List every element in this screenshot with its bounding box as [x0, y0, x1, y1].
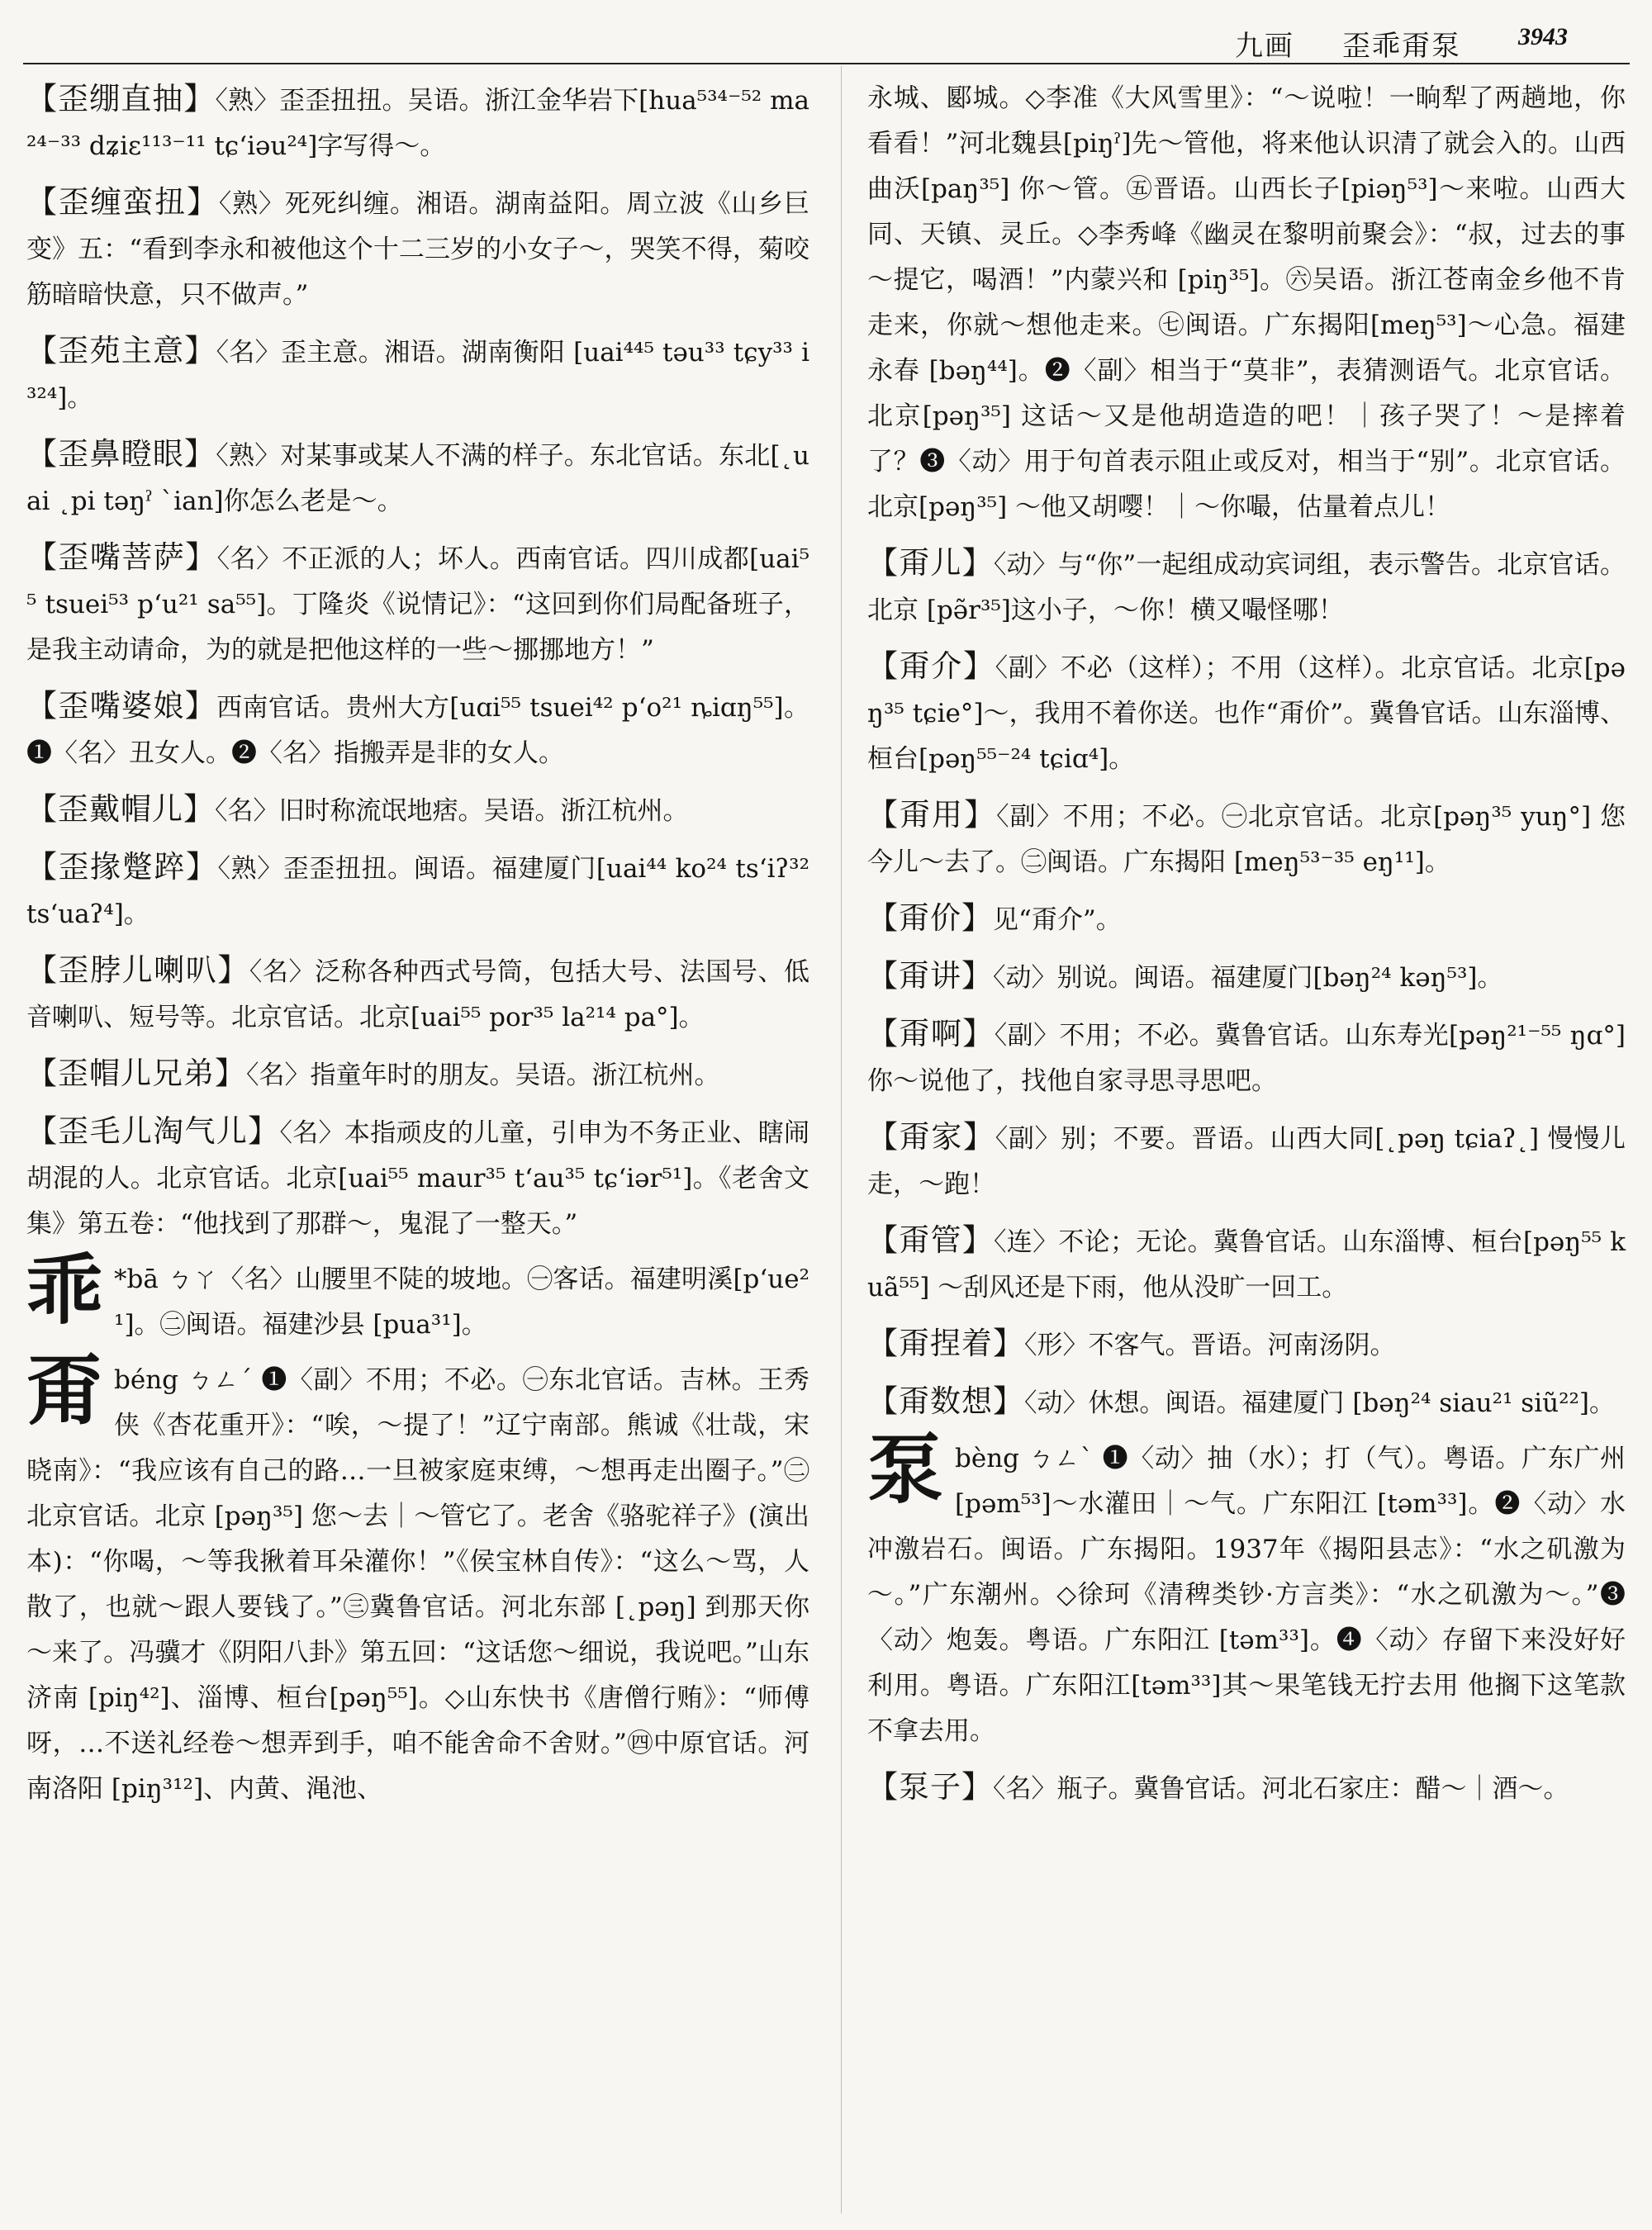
definition: 〈副〉不必（这样）；不用（这样）。北京官话。北京[pəŋ³⁵ tɕie°]～，我用不着你送。也作“甭价”。冀鲁官话。山东淄博、桓台[pəŋ⁵⁵⁻²⁴ tɕiɑ⁴]。	[867, 653, 1626, 774]
headword: 【歪掾蹩踤】	[26, 849, 218, 885]
head-character: 甭	[26, 1346, 103, 1435]
left-column	[26, 76, 809, 1822]
entry	[26, 76, 809, 169]
definition: 见“甭介”。	[993, 905, 1122, 935]
headword: 【歪戴帽儿】	[26, 791, 215, 827]
headword: 【歪缠蛮扭】	[26, 184, 219, 220]
headword: 【歪毛儿淘气儿】	[26, 1113, 280, 1149]
definition: 〈动〉别说。闽语。福建厦门[bəŋ²⁴ kəŋ⁵³]。	[993, 963, 1503, 993]
entry	[867, 643, 1626, 782]
headword: 【甭儿】	[867, 545, 994, 581]
definition: 〈名〉瓶子。冀鲁官话。河北石家庄：醋～｜酒～。	[993, 1774, 1569, 1804]
headword: 【歪脖儿喇叭】	[26, 952, 249, 988]
headword: 【甭管】	[867, 1222, 995, 1258]
definition: 〈名〉歪主意。湘语。湖南衡阳 [uai⁴⁴⁵ təu³³ tɕy³³ i³²⁴]。	[26, 338, 809, 413]
definition: 〈名〉指童年时的朋友。吴语。浙江杭州。	[246, 1060, 720, 1090]
headword: 【歪嘴婆娘】	[26, 688, 217, 724]
headword: 【歪嘴菩萨】	[26, 539, 217, 575]
definition: 〈熟〉死死纠缠。湘语。湖南益阳。周立波《山乡巨变》五：“看到李永和被他这个十二三岁的小女子～，哭笑不得，菊咬筋暗暗快意，只不做声。”	[26, 189, 810, 310]
headword: 【甭啊】	[867, 1016, 995, 1051]
entry	[26, 786, 809, 834]
header-characters: 歪乖甭泵	[1342, 30, 1461, 63]
entry	[867, 1114, 1626, 1208]
character-entry-ba	[26, 1245, 809, 1348]
headword: 【歪鼻瞪眼】	[26, 436, 216, 472]
headword: 【歪帽儿兄弟】	[26, 1056, 246, 1091]
entry	[26, 1108, 809, 1247]
definition: 〈动〉与“你”一起组成动宾词组，表示警告。北京官话。北京 [pə̃r³⁵]这小子，～你！横又嘬怪哪！	[867, 550, 1626, 625]
definition: 〈动〉休想。闽语。福建厦门 [bəŋ²⁴ siau²¹ siũ²²]。	[1024, 1388, 1616, 1418]
definition: 〈熟〉歪歪扭扭。闽语。福建厦门[uai⁴⁴ ko²⁴ tsʻiʔ³² tsʻuaʔ⁴]。	[26, 854, 810, 929]
entry	[867, 1217, 1626, 1311]
entry	[867, 1011, 1626, 1104]
entry	[867, 1321, 1626, 1369]
definition: 〈名〉本指顽皮的儿童，引申为不务正业、瞎闹胡混的人。北京官话。北京[uai⁵⁵ maur³⁵ tʻau³⁵ tɕʻiər⁵¹]。《老舍文集》第五卷：“他找到了那群～，鬼混了一整天。”	[26, 1118, 810, 1239]
definition: 西南官话。贵州大方[uɑi⁵⁵ tsuei⁴² pʻo²¹ ȵiɑŋ⁵⁵]。❶〈名〉丑女人。❷〈名〉指搬弄是非的女人。	[26, 693, 810, 768]
headword: 【甭讲】	[867, 958, 993, 994]
definition: 〈副〉不用；不必。冀鲁官话。山东寿光[pəŋ²¹⁻⁵⁵ ŋɑ°] 你～说他了，找他自家寻思寻思吧。	[867, 1021, 1626, 1096]
definition: 〈名〉泛称各种西式号筒，包括大号、法国号、低音喇叭、短号等。北京官话。北京[uai⁵⁵ por³⁵ la²¹⁴ pa°]。	[26, 957, 809, 1032]
headword: 【甭用】	[867, 797, 997, 833]
definition: *bā ㄅㄚ〈名〉山腰里不陡的坡地。㊀客话。福建明溪[pʻue²¹]。㊁闽语。福建沙县 [pua³¹]。	[114, 1264, 809, 1340]
entry	[867, 1764, 1626, 1812]
definition: 〈熟〉对某事或某人不满的样子。东北官话。东北[˛uai ˛pi təŋˀ ˋian]你怎么老是～。	[26, 441, 810, 516]
entry	[867, 1378, 1626, 1426]
character-entry-bang	[867, 1425, 1626, 1754]
definition: 〈熟〉歪歪扭扭。吴语。浙江金华岩下[hua⁵³⁴⁻⁵² ma²⁴⁻³³ dʑiɛ¹¹³⁻¹¹ tɕʻiəu²⁴]字写得～。	[26, 86, 809, 161]
headword: 【歪绷直抽】	[26, 81, 216, 116]
headword: 【甭介】	[867, 648, 995, 684]
head-character: 泵	[867, 1425, 944, 1514]
entry	[26, 431, 809, 524]
headword: 【歪苑主意】	[26, 333, 216, 368]
entry	[26, 947, 809, 1041]
header-section: 九画	[1235, 30, 1294, 63]
definition: 〈副〉别；不要。晋语。山西大同[˛pəŋ tɕiaʔ˛] 慢慢儿走，～跑！	[867, 1124, 1626, 1199]
entry	[26, 179, 809, 318]
definition: bèng ㄅㄥˋ ❶〈动〉抽（水）；打（气）。粤语。广东广州[pəm⁵³]～水灌田｜～气。广东阳江 [təm³³]。❷〈动〉水冲激岩石。闽语。广东揭阳。1937年《揭阳县志》：“水之矶激为～。”广东潮州。◇徐珂《清稗类钞·方言类》：“水之矶激为～。”❸〈动〉炮轰。粤语。广东阳江 [təm³³]。❹〈动〉存留下来没好好利用。粤语。广东阳江[təm³³]其～果笔钱无拧去用 他搁下这笔款不拿去用。	[867, 1444, 1626, 1746]
header-rule	[23, 63, 1630, 64]
headword: 【泵子】	[867, 1769, 993, 1805]
definition: 〈形〉不客气。晋语。河南汤阴。	[1024, 1331, 1396, 1360]
headword: 【甭数想】	[867, 1383, 1024, 1419]
entry	[867, 540, 1626, 633]
definition: 〈连〉不论；无论。冀鲁官话。山东淄博、桓台[pəŋ⁵⁵ kuã⁵⁵] ～刮风还是下雨，他从没旷一回工。	[867, 1227, 1626, 1302]
definition: béng ㄅㄥˊ ❶〈副〉不用；不必。㊀东北官话。吉林。王秀侠《杏花重开》：“唉，～提了！”辽宁南部。熊诚《壮哉，宋晓南》：“我应该有自己的路…一旦被家庭束缚，～想再走出圈子。”㊁北京官话。北京 [pəŋ³⁵] 您～去｜～管它了。老舍《骆驼祥子》(演出本)：“你喝，～等我揪着耳朵灌你！”《侯宝林自传》：“这么～骂，人散了，也就～跟人要钱了。”㊂冀鲁官话。河北东部 [˛pəŋ] 到那天你～来了。冯骥才《阴阳八卦》第五回：“这话您～细说，我说吧。”山东济南 [piŋ⁴²]、淄博、桓台[pəŋ⁵⁵]。◇山东快书《唐僧行贿》：“师傅呀，…不送礼经卷～想弄到手，咱不能舍命不舍财。”㊃中原官话。河南洛阳 [piŋ³¹²]、内黄、渑池、	[26, 1365, 809, 1804]
definition: 〈副〉不用；不必。㊀北京官话。北京[pəŋ³⁵ yuŋ°] 您今儿～去了。㊁闽语。广东揭阳 [meŋ⁵³⁻³⁵ eŋ¹¹]。	[867, 802, 1626, 877]
entry	[26, 683, 809, 776]
entry	[26, 844, 809, 937]
head-character: 乖	[26, 1245, 103, 1335]
column-divider	[841, 66, 842, 2213]
page-number: 3943	[1518, 23, 1568, 50]
page-header	[0, 18, 1652, 61]
entry	[26, 534, 809, 673]
headword: 【甭捏着】	[867, 1326, 1024, 1361]
entry-continuation: 永城、郾城。◇李准《大风雪里》：“～说啦！一晌犁了两趟地，你看看！”河北魏县[piŋˀ]先～管他，将来他认识清了就会入的。山西曲沃[paŋ³⁵] 你～管。㊄晋语。山西长子[piəŋ⁵³]～来啦。山西大同、天镇、灵丘。◇李秀峰《幽灵在黎明前聚会》：“叔，过去的事～提它，喝酒！”内蒙兴和 [piŋ³⁵]。㊅吴语。浙江苍南金乡他不肯走来，你就～想他走来。㊆闽语。广东揭阳[meŋ⁵³]～心急。福建永春 [bəŋ⁴⁴]。❷〈副〉相当于“莫非”，表猜测语气。北京官话。北京[pəŋ³⁵] 这话～又是他胡造造的吧！｜孩子哭了！～是摔着了？❸〈动〉用于句首表示阻止或反对，相当于“别”。北京官话。北京[pəŋ³⁵] ～他又胡嘤！｜～你嘬，估量着点儿！	[867, 83, 1626, 522]
entry	[867, 953, 1626, 1001]
definition: 〈名〉旧时称流氓地痞。吴语。浙江杭州。	[215, 796, 689, 826]
entry	[867, 895, 1626, 943]
definition: 〈名〉不正派的人；坏人。西南官话。四川成都[uai⁵⁵ tsuei⁵³ pʻu²¹ sa⁵⁵]。丁隆炎《说情记》：“这回到你们局配备班子，是我主动请命，为的就是把他这样的一些～挪挪地方！”	[26, 544, 810, 665]
headword: 【甭家】	[867, 1119, 995, 1155]
character-entry-beng	[26, 1346, 809, 1812]
entry	[26, 328, 809, 421]
entry	[26, 1051, 809, 1098]
right-column	[867, 76, 1626, 1822]
entry	[867, 792, 1626, 885]
headword: 【甭价】	[867, 900, 993, 936]
